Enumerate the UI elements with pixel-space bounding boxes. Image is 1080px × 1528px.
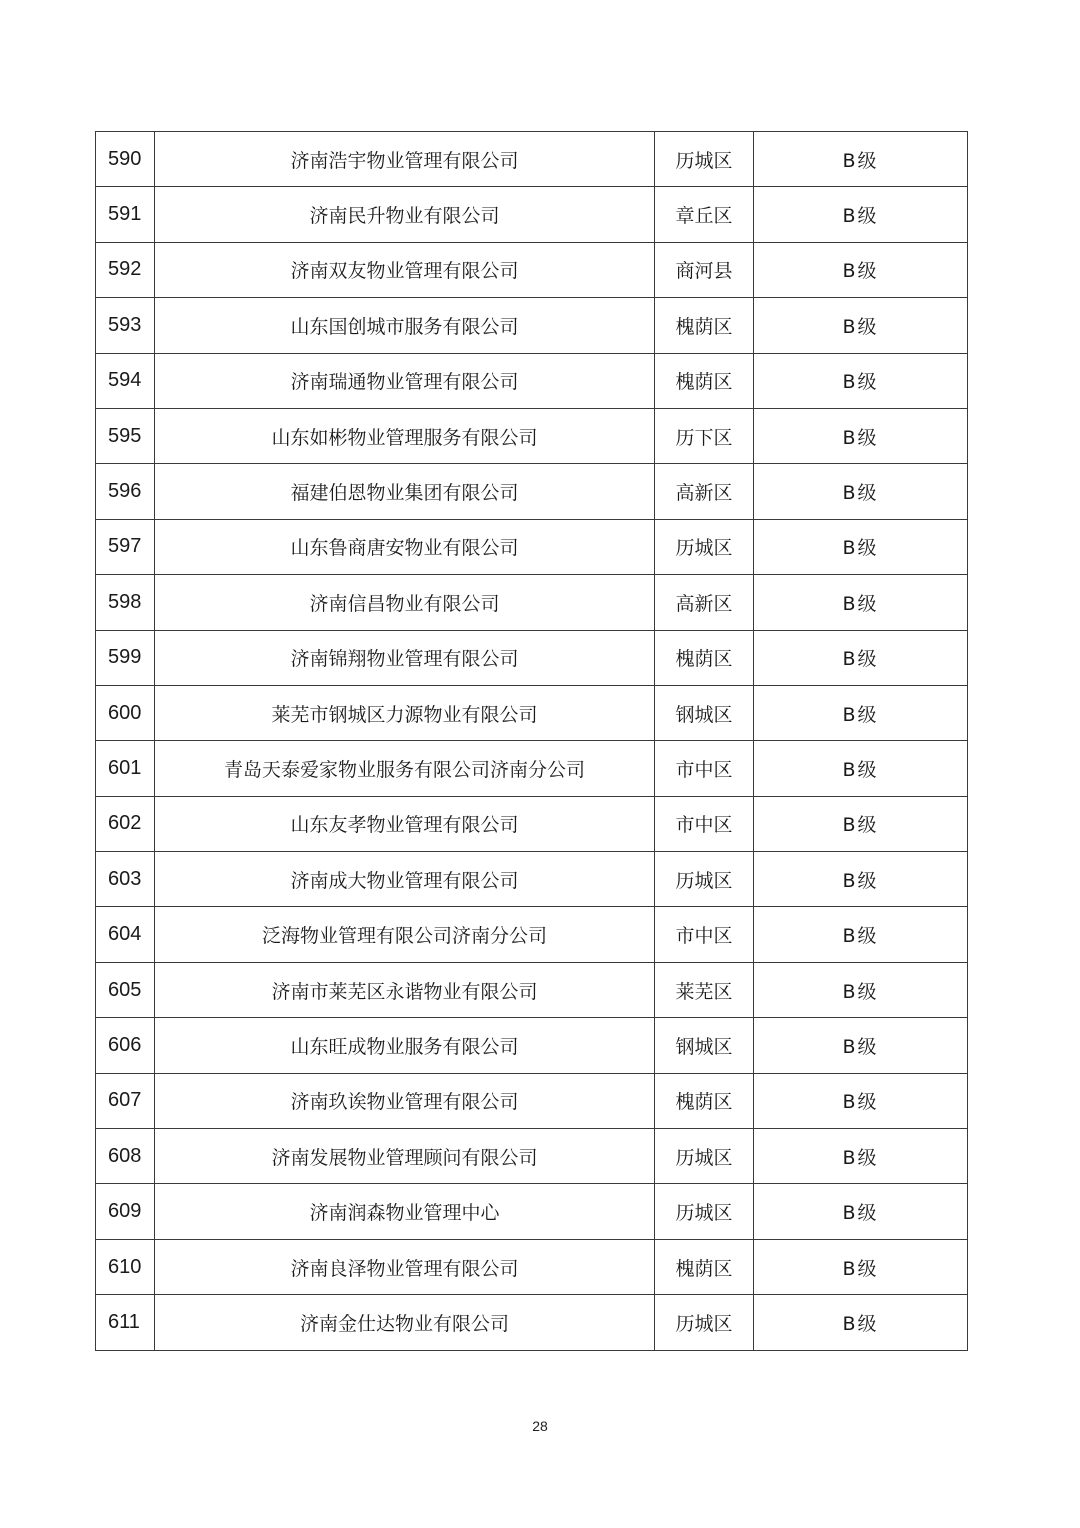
grade-cell: B级 [754,353,968,408]
row-number-cell: 595 [96,408,155,463]
table-row [96,242,968,297]
table-row [96,1295,968,1350]
row-number-cell: 611 [96,1295,155,1350]
row-number-cell: 604 [96,907,155,962]
company-name-cell: 济南民升物业有限公司 [155,187,655,242]
company-name-cell: 济南润森物业管理中心 [155,1184,655,1239]
table-row [96,1239,968,1294]
table-body [96,132,968,1351]
district-cell: 历城区 [655,132,754,187]
company-name-cell: 济南成大物业管理有限公司 [155,852,655,907]
table-row [96,132,968,187]
grade-cell: B级 [754,132,968,187]
grade-cell: B级 [754,187,968,242]
row-number-cell: 609 [96,1184,155,1239]
grade-cell: B级 [754,796,968,851]
grade-cell: B级 [754,408,968,463]
row-number-cell: 600 [96,685,155,740]
row-number-cell: 602 [96,796,155,851]
district-cell: 槐荫区 [655,298,754,353]
company-name-cell: 济南市莱芜区永谐物业有限公司 [155,962,655,1017]
row-number-cell: 607 [96,1073,155,1128]
district-cell: 历城区 [655,1295,754,1350]
row-number-cell: 596 [96,464,155,519]
company-name-cell: 泛海物业管理有限公司济南分公司 [155,907,655,962]
row-number-cell: 592 [96,242,155,297]
grade-cell: B级 [754,1239,968,1294]
table-row [96,796,968,851]
district-cell: 高新区 [655,464,754,519]
district-cell: 钢城区 [655,685,754,740]
district-cell: 槐荫区 [655,1073,754,1128]
grade-cell: B级 [754,464,968,519]
table-row [96,187,968,242]
grade-cell: B级 [754,852,968,907]
company-name-cell: 山东旺成物业服务有限公司 [155,1018,655,1073]
row-number-cell: 591 [96,187,155,242]
grade-cell: B级 [754,630,968,685]
district-cell: 槐荫区 [655,630,754,685]
district-cell: 历下区 [655,408,754,463]
table-row [96,464,968,519]
district-cell: 高新区 [655,575,754,630]
table-row [96,1129,968,1184]
table-row [96,1184,968,1239]
district-cell: 历城区 [655,1184,754,1239]
grade-cell: B级 [754,242,968,297]
row-number-cell: 601 [96,741,155,796]
table-row [96,741,968,796]
company-name-cell: 济南金仕达物业有限公司 [155,1295,655,1350]
row-number-cell: 598 [96,575,155,630]
table-row [96,685,968,740]
company-grade-table [95,131,968,1351]
company-name-cell: 济南信昌物业有限公司 [155,575,655,630]
district-cell: 槐荫区 [655,1239,754,1294]
grade-cell: B级 [754,741,968,796]
table-row [96,630,968,685]
grade-cell: B级 [754,907,968,962]
table-row [96,907,968,962]
table-row [96,1073,968,1128]
row-number-cell: 608 [96,1129,155,1184]
district-cell: 市中区 [655,907,754,962]
company-name-cell: 济南发展物业管理顾问有限公司 [155,1129,655,1184]
company-name-cell: 山东国创城市服务有限公司 [155,298,655,353]
table-row [96,519,968,574]
company-name-cell: 山东如彬物业管理服务有限公司 [155,408,655,463]
grade-cell: B级 [754,575,968,630]
row-number-cell: 610 [96,1239,155,1294]
grade-cell: B级 [754,1073,968,1128]
district-cell: 槐荫区 [655,353,754,408]
district-cell: 历城区 [655,852,754,907]
company-name-cell: 济南双友物业管理有限公司 [155,242,655,297]
grade-cell: B级 [754,962,968,1017]
row-number-cell: 605 [96,962,155,1017]
company-name-cell: 济南玖诶物业管理有限公司 [155,1073,655,1128]
grade-cell: B级 [754,298,968,353]
company-name-cell: 济南锦翔物业管理有限公司 [155,630,655,685]
company-name-cell: 山东友孝物业管理有限公司 [155,796,655,851]
district-cell: 章丘区 [655,187,754,242]
grade-cell: B级 [754,1018,968,1073]
grade-cell: B级 [754,1295,968,1350]
district-cell: 历城区 [655,1129,754,1184]
company-name-cell: 济南良泽物业管理有限公司 [155,1239,655,1294]
row-number-cell: 594 [96,353,155,408]
row-number-cell: 597 [96,519,155,574]
row-number-cell: 590 [96,132,155,187]
company-name-cell: 济南瑞通物业管理有限公司 [155,353,655,408]
company-name-cell: 青岛天泰爱家物业服务有限公司济南分公司 [155,741,655,796]
table-row [96,1018,968,1073]
grade-cell: B级 [754,519,968,574]
district-cell: 市中区 [655,796,754,851]
table-row [96,575,968,630]
table-row [96,298,968,353]
district-cell: 历城区 [655,519,754,574]
company-name-cell: 莱芜市钢城区力源物业有限公司 [155,685,655,740]
row-number-cell: 606 [96,1018,155,1073]
company-name-cell: 山东鲁商唐安物业有限公司 [155,519,655,574]
district-cell: 莱芜区 [655,962,754,1017]
table-row [96,408,968,463]
grade-cell: B级 [754,1184,968,1239]
district-cell: 市中区 [655,741,754,796]
row-number-cell: 593 [96,298,155,353]
district-cell: 商河县 [655,242,754,297]
grade-cell: B级 [754,685,968,740]
table-row [96,962,968,1017]
company-name-cell: 济南浩宇物业管理有限公司 [155,132,655,187]
table-row [96,852,968,907]
table-row [96,353,968,408]
row-number-cell: 599 [96,630,155,685]
grade-cell: B级 [754,1129,968,1184]
company-name-cell: 福建伯恩物业集团有限公司 [155,464,655,519]
page-number: 28 [532,1418,548,1434]
district-cell: 钢城区 [655,1018,754,1073]
row-number-cell: 603 [96,852,155,907]
